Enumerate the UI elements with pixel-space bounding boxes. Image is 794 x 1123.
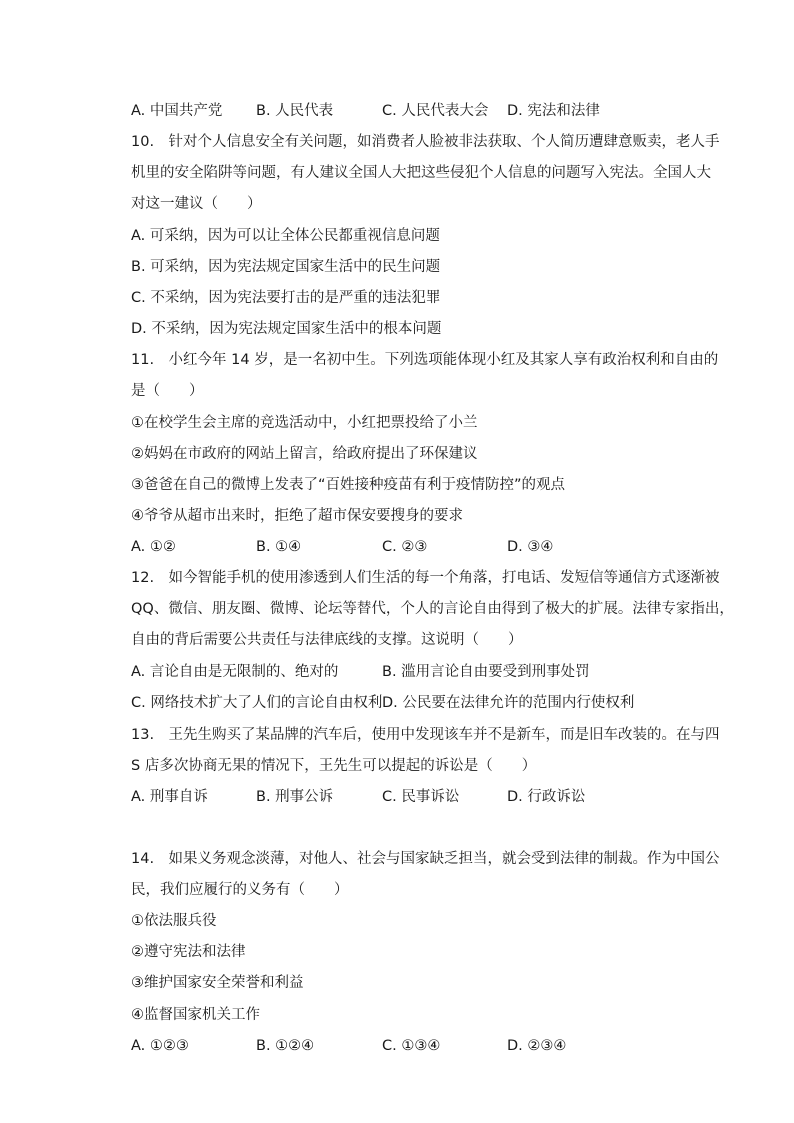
q12-option-c: C. 网络技术扩大了人们的言论自由权利 (131, 695, 383, 711)
q11-option-a: A. ①② (131, 539, 176, 555)
q12-stem-line-1: 12. 如今智能手机的使用渗透到人们生活的每一个角落，打电话、发短信等通信方式逐渐被 (131, 570, 720, 586)
q11-stem-line-1: 11. 小红今年 14 岁，是一名初中生。下列选项能体现小红及其家人享有政治权利和自由的 (131, 352, 719, 368)
q13-stem-line-1: 13. 王先生购买了某品牌的汽车后，使用中发现该车并不是新车，而是旧车改装的。在与四 (131, 727, 720, 743)
q10-option-c: C. 不采纳，因为宪法要打击的是严重的违法犯罪 (131, 290, 441, 306)
q9-option-b: B. 人民代表 (256, 103, 334, 119)
q11-option-c: C. ②③ (382, 539, 428, 555)
q9-option-d: D. 宪法和法律 (507, 103, 600, 119)
q12-stem-line-3: 自由的背后需要公共责任与法律底线的支撑。这说明（ ） (131, 632, 523, 648)
q9-option-c: C. 人民代表大会 (382, 103, 489, 119)
q12-option-b: B. 滥用言论自由要受到刑事处罚 (382, 664, 590, 680)
q11-item-4: ④爷爷从超市出来时，拒绝了超市保安要搜身的要求 (131, 508, 463, 524)
q10-stem-line-3: 对这一建议（ ） (131, 196, 262, 212)
q11-stem-line-2: 是（ ） (131, 383, 204, 399)
q13-option-a: A. 刑事自诉 (131, 789, 208, 805)
q12-option-d: D. 公民要在法律允许的范围内行使权利 (382, 695, 635, 711)
q10-stem-line-2: 机里的安全陷阱等问题，有人建议全国人大把这些侵犯个人信息的问题写入宪法。全国人大 (131, 165, 711, 181)
q9-option-a: A. 中国共产党 (131, 103, 223, 119)
q11-item-3: ③爸爸在自己的微博上发表了“百姓接种疫苗有利于疫情防控”的观点 (131, 477, 566, 493)
q14-item-3: ③维护国家安全荣誉和利益 (131, 975, 304, 991)
q13-option-c: C. 民事诉讼 (382, 789, 460, 805)
q14-item-1: ①依法服兵役 (131, 913, 217, 929)
q10-option-d: D. 不采纳，因为宪法规定国家生活中的根本问题 (131, 321, 442, 337)
q14-stem-line-1: 14. 如果义务观念淡薄，对他人、社会与国家缺乏担当，就会受到法律的制裁。作为中国公 (131, 851, 720, 867)
q10-option-a: A. 可采纳，因为可以让全体公民都重视信息问题 (131, 228, 440, 244)
q14-option-c: C. ①③④ (382, 1038, 441, 1054)
q14-option-d: D. ②③④ (507, 1038, 567, 1054)
q14-stem-line-2: 民，我们应履行的义务有（ ） (131, 882, 349, 898)
q11-item-2: ②妈妈在市政府的网站上留言，给政府提出了环保建议 (131, 446, 478, 462)
q13-option-b: B. 刑事公诉 (256, 789, 334, 805)
q14-item-2: ②遵守宪法和法律 (131, 944, 246, 960)
q14-option-b: B. ①②④ (256, 1038, 315, 1054)
q10-option-b: B. 可采纳，因为宪法规定国家生活中的民生问题 (131, 259, 441, 275)
q11-item-1: ①在校学生会主席的竞选活动中，小红把票投给了小兰 (131, 415, 478, 431)
q14-item-4: ④监督国家机关工作 (131, 1007, 260, 1023)
q12-stem-line-2: QQ、微信、朋友圈、微博、论坛等替代，个人的言论自由得到了极大的扩展。法律专家指出， (131, 601, 734, 617)
q11-option-d: D. ③④ (507, 539, 554, 555)
q14-option-a: A. ①②③ (131, 1038, 189, 1054)
q11-option-b: B. ①④ (256, 539, 302, 555)
q13-stem-line-2: S 店多次协商无果的情况下，王先生可以提起的诉讼是（ ） (131, 758, 537, 774)
q10-stem-line-1: 10. 针对个人信息安全有关问题，如消费者人脸被非法获取、个人简历遭肆意贩卖，老人手 (131, 134, 720, 150)
q13-option-d: D. 行政诉讼 (507, 789, 586, 805)
q12-option-a: A. 言论自由是无限制的、绝对的 (131, 664, 339, 680)
